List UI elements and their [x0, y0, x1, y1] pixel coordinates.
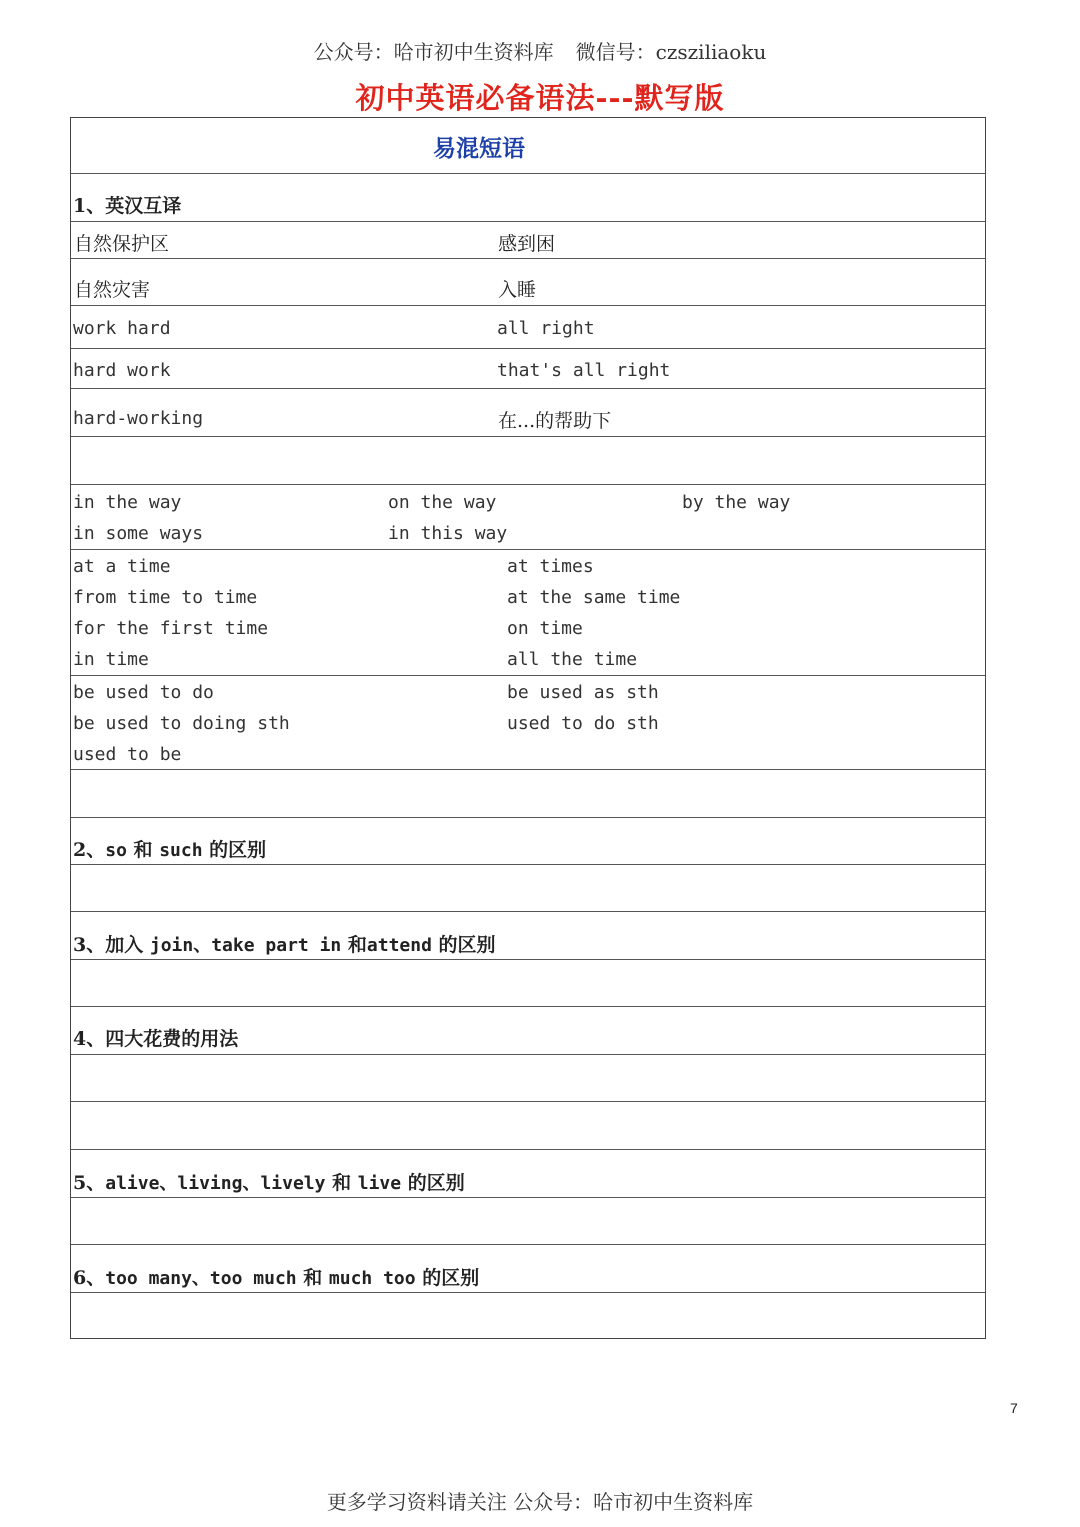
divider: [71, 769, 985, 770]
q6-word-a: too many、too much: [105, 1268, 297, 1289]
question-1-heading: 1、英汉互译: [73, 195, 182, 217]
q5-tail: 的区别: [407, 1172, 465, 1194]
divider: [71, 1101, 985, 1102]
phrase-cn: 感到困: [498, 233, 556, 255]
divider: [71, 675, 985, 676]
divider: [71, 817, 985, 818]
divider: [71, 1197, 985, 1198]
q2-word-b: such: [159, 840, 203, 861]
phrase-cn: 在...的帮助下: [498, 410, 612, 432]
divider: [71, 436, 985, 437]
phrase-en: hard-working: [73, 408, 204, 429]
question-3-heading: [73, 930, 496, 957]
phrase-en: in this way: [388, 523, 508, 544]
q6-tail: 的区别: [422, 1267, 480, 1289]
phrase-cn: 入睡: [498, 279, 537, 301]
q3-word-b: attend: [366, 935, 432, 956]
phrase-en: from time to time: [73, 587, 258, 608]
phrase-en: be used to doing sth: [73, 713, 290, 734]
phrase-en: on time: [507, 618, 583, 639]
phrase-cn: 自然灾害: [74, 279, 151, 301]
phrase-en: all the time: [507, 649, 638, 670]
header-wechat: 微信号：czsziliaoku: [575, 40, 767, 64]
divider: [71, 1292, 985, 1293]
divider: [71, 1244, 985, 1245]
page-footer: 更多学习资料请关注 公众号：哈市初中生资料库: [326, 1490, 754, 1514]
page-number: 7: [1010, 1400, 1018, 1416]
q3-and: 和: [347, 934, 367, 956]
q2-and: 和: [133, 839, 153, 861]
section-title: 易混短语: [433, 135, 525, 162]
phrase-cn: 自然保护区: [74, 233, 170, 255]
page-header: [0, 36, 1080, 65]
divider: [71, 864, 985, 865]
phrase-en: hard work: [73, 360, 171, 381]
divider: [71, 258, 985, 259]
q6-number: 6、: [73, 1267, 106, 1289]
phrase-en: at times: [507, 556, 594, 577]
q6-word-b: much too: [328, 1268, 416, 1289]
phrase-en: in time: [73, 649, 149, 670]
q2-tail: 的区别: [209, 839, 267, 861]
phrase-en: by the way: [682, 492, 791, 513]
phrase-en: used to be: [73, 744, 182, 765]
divider: [71, 173, 985, 174]
phrase-en: at a time: [73, 556, 171, 577]
divider: [71, 221, 985, 222]
phrase-en: on the way: [388, 492, 497, 513]
divider: [71, 484, 985, 485]
document-title: 初中英语必备语法---默写版: [355, 81, 725, 115]
divider: [71, 549, 985, 550]
phrase-en: for the first time: [73, 618, 269, 639]
q3-word-a: join、take part in: [149, 935, 342, 956]
q2-word-a: so: [105, 840, 127, 861]
q5-number: 5、: [73, 1172, 106, 1194]
q5-and: 和: [332, 1172, 352, 1194]
worksheet-table: [70, 117, 986, 1339]
question-5-heading: [73, 1168, 465, 1195]
q3-number: 3、加入: [73, 934, 144, 956]
divider: [71, 1054, 985, 1055]
question-4-heading: 4、四大花费的用法: [73, 1028, 239, 1050]
phrase-en: used to do sth: [507, 713, 659, 734]
phrase-en: be used as sth: [507, 682, 659, 703]
phrase-en: in the way: [73, 492, 182, 513]
divider: [71, 1149, 985, 1150]
q2-number: 2、: [73, 839, 106, 861]
divider: [71, 1006, 985, 1007]
phrase-en: work hard: [73, 318, 171, 339]
question-6-heading: [73, 1263, 479, 1290]
q6-and: 和: [303, 1267, 323, 1289]
divider: [71, 348, 985, 349]
phrase-en: in some ways: [73, 523, 204, 544]
q3-tail: 的区别: [438, 934, 496, 956]
header-account: 公众号：哈市初中生资料库: [313, 40, 554, 64]
divider: [71, 911, 985, 912]
divider: [71, 959, 985, 960]
question-2-heading: [73, 835, 266, 862]
q5-word-a: alive、living、lively: [105, 1173, 326, 1194]
q5-word-b: live: [357, 1173, 402, 1194]
phrase-en: at the same time: [507, 587, 681, 608]
phrase-en: that's all right: [497, 360, 671, 381]
phrase-en: be used to do: [73, 682, 214, 703]
phrase-en: all right: [497, 318, 595, 339]
divider: [71, 305, 985, 306]
divider: [71, 388, 985, 389]
